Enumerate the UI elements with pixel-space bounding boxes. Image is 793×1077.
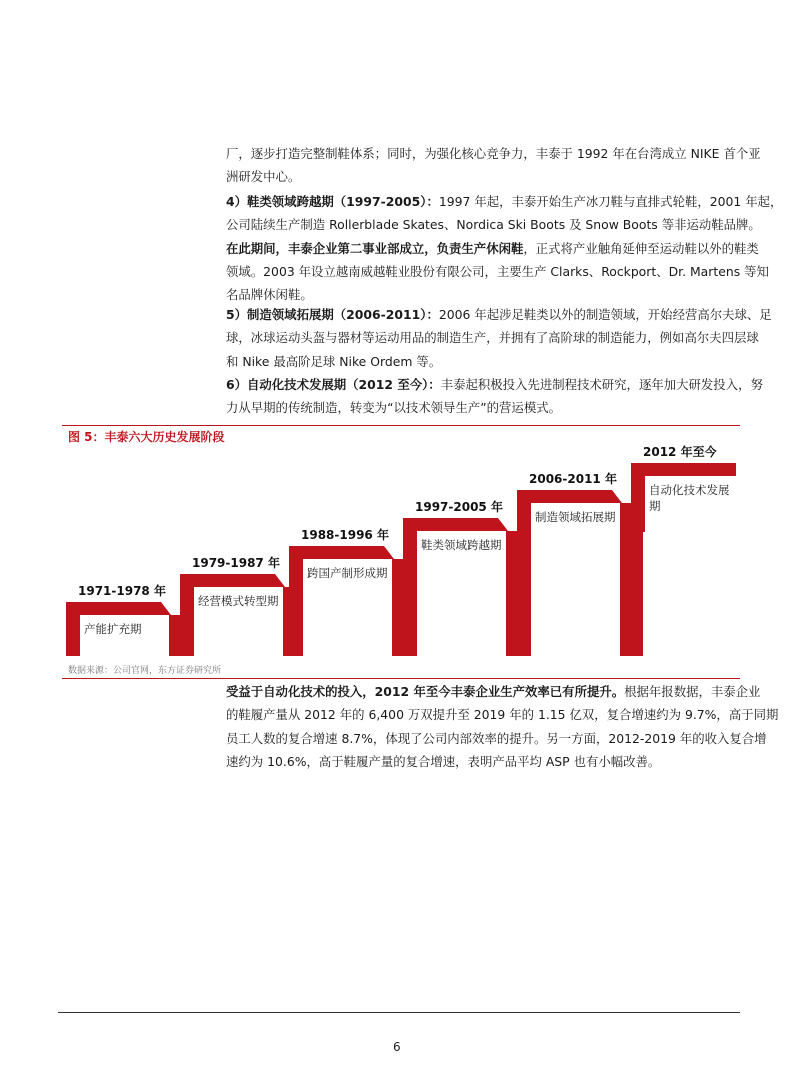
stage-label: 自动化技术发展: [649, 483, 730, 497]
stage-label: 制造领域拓展期: [535, 510, 616, 524]
stage6-text: 力从早期的传统制造，转变为“以技术领导生产”的营运模式。: [226, 400, 561, 416]
stage-label: 期: [649, 499, 661, 513]
conclusion-paragraph: [226, 680, 779, 773]
intro-line: 厂，逐步打造完整制鞋体系；同时，为强化核心竞争力，丰泰于 1992 年在台湾成立 NIKE 首个亚: [226, 146, 761, 161]
stage6-text: 丰泰起积极投入先进制程技术研究，逐年加大研发投入，努: [440, 377, 763, 392]
stair-step: [289, 546, 415, 656]
stage5-text: 球，冰球运动头盔与器材等运动用品的制造生产，并拥有了高阶球的制造能力，例如高尔夫四层球: [226, 330, 759, 346]
conclusion-text: 根据年报数据，丰泰企业: [624, 684, 761, 699]
footer-rule: [58, 1012, 740, 1013]
stage-years: 2006-2011 年: [529, 472, 617, 486]
stage4-text: 公司陆续生产制造 Rollerblade Skates、Nordica Ski Boots 及 Snow Boots 等非运动鞋品牌。: [226, 217, 761, 233]
stage5-heading: 5）制造领域拓展期（2006-2011）：: [226, 307, 439, 322]
stage6-heading: 6）自动化技术发展期（2012 至今）：: [226, 377, 441, 392]
stage-years: 1971-1978 年: [78, 584, 166, 598]
stage-years: 1997-2005 年: [415, 500, 503, 514]
conclusion-text: 的鞋履产量从 2012 年的 6,400 万双提升至 2019 年的 1.15 亿双，复合增速约为 9.7%，高于同期: [226, 707, 779, 723]
conclusion-emphasis: 受益于自动化技术的投入，2012 年至今丰泰企业生产效率已有所提升。: [226, 684, 625, 699]
stage-years: 1988-1996 年: [301, 528, 389, 542]
stage-years: 2012 年至今: [643, 445, 717, 459]
stage-years: 1979-1987 年: [192, 556, 280, 570]
conclusion-text: 员工人数的复合增速 8.7%，体现了公司内部效率的提升。另一方面，2012-2019 年的收入复合增: [226, 730, 767, 746]
page-number: 6: [393, 1040, 401, 1054]
stage4-text: 领域。2003 年设立越南威越鞋业股份有限公司，主要生产 Clarks、Rockport、Dr. Martens 等知: [226, 263, 769, 279]
stage4-heading: 4）鞋类领域跨越期（1997-2005）：: [226, 194, 439, 209]
stage5-text: 2006 年起涉足鞋类以外的制造领域，开始经营高尔夫球、足: [438, 307, 772, 322]
stage-label: 鞋类领域跨越期: [421, 538, 502, 552]
conclusion-text: 速约为 10.6%，高于鞋履产量的复合增速，表明产品平均 ASP 也有小幅改善。: [226, 753, 661, 769]
figure-bottom-rule: [62, 678, 740, 679]
figure-source: 数据来源：公司官网，东方证券研究所: [68, 666, 222, 676]
stage5-text: 和 Nike 最高阶足球 Nike Ordem 等。: [226, 353, 442, 369]
intro-line: 洲研发中心。: [226, 169, 301, 185]
stage-label: 跨国产制形成期: [307, 566, 388, 580]
stage-label: 经营模式转型期: [198, 594, 279, 608]
stage4-text: 1997 年起，丰泰开始生产冰刀鞋与直排式轮鞋，2001 年起，: [438, 194, 783, 209]
stair-step: [631, 463, 736, 532]
stage-label: 产能扩充期: [84, 622, 142, 636]
stage4-emphasis: 在此期间，丰泰企业第二事业部成立，负责生产休闲鞋: [226, 240, 524, 256]
stair-step: [180, 574, 301, 656]
stage4-text: ，正式将产业触角延伸至运动鞋以外的鞋类: [523, 240, 759, 256]
stage4-text: 名品牌休闲鞋。: [226, 287, 313, 303]
figure-title: 图 5：丰泰六大历史发展阶段: [68, 430, 225, 444]
